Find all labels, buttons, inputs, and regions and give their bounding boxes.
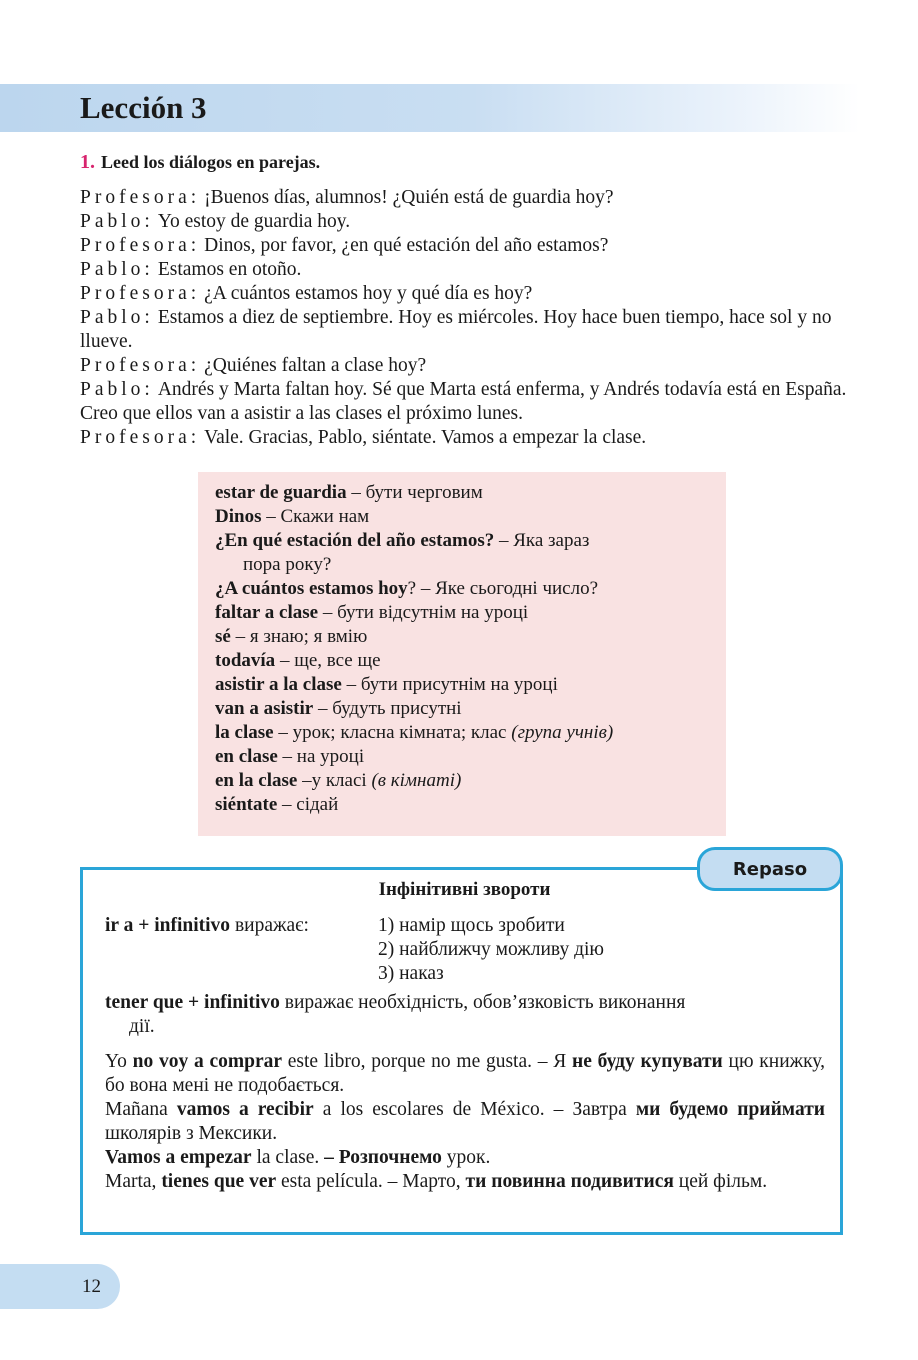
vocab-note: (в кімнаті) — [371, 770, 462, 791]
vocab-item — [215, 673, 726, 697]
dialog-text: Estamos a diez de septiembre. Hoy es miércoles. Hoy hace buen tiempo, hace sol y no llueve. — [80, 307, 832, 352]
example-text: a los escolares de México. – Завтра — [313, 1099, 636, 1120]
example-text: цю книжку, бо вона мені не подобається. — [105, 1051, 825, 1096]
vocab-item — [215, 481, 726, 505]
dialog-speaker: Profesora: — [80, 355, 201, 376]
rule-tener-que-cont: дії. — [129, 1016, 155, 1037]
vocab-translation: я знаю; я вмію — [249, 626, 368, 647]
vocab-separator: – — [297, 770, 312, 791]
dialog-line — [80, 234, 850, 258]
vocab-note: (група учнів) — [511, 722, 614, 743]
vocab-separator: – — [230, 626, 250, 647]
example-text: Mañana — [105, 1099, 177, 1120]
repaso-box — [80, 867, 843, 1235]
vocab-translation: Яке сьогодні число? — [435, 578, 599, 599]
vocab-item-continuation: пора року? — [243, 554, 332, 575]
dialog-text: Dinos, por favor, ¿en qué estación del año estamos? — [204, 235, 609, 256]
vocab-term: estar de guardia — [215, 482, 347, 503]
dialog-line — [80, 426, 850, 450]
example-text: школярів з Мексики. — [105, 1123, 278, 1144]
rule-ir-a-options — [378, 914, 604, 986]
example-text: Marta, — [105, 1171, 162, 1192]
dialog-speaker: Profesora: — [80, 283, 201, 304]
rule-tener-que — [105, 991, 825, 1039]
vocab-separator: – — [313, 698, 333, 719]
example-highlight: ти повинна подивитися — [465, 1171, 674, 1192]
dialog-text: Yo estoy de guardia hoy. — [157, 211, 351, 232]
vocab-translation: урок; класна кімната; клас — [292, 722, 507, 743]
vocab-separator: ? – — [407, 578, 436, 599]
page-number-tab — [0, 1264, 120, 1309]
vocab-separator: – — [275, 650, 295, 671]
example-text: la clase. — [251, 1147, 325, 1168]
vocab-item — [215, 793, 726, 817]
dialog-line — [80, 354, 850, 378]
vocab-translation: бути відсутнім на уроці — [337, 602, 529, 623]
example-highlight: no voy a comprar — [132, 1051, 283, 1072]
vocab-separator: – — [318, 602, 338, 623]
examples — [105, 1050, 825, 1194]
vocab-separator: – — [346, 482, 366, 503]
vocab-item — [215, 505, 726, 529]
example-sentence — [105, 1146, 825, 1170]
example-highlight: ми будемо приймати — [635, 1099, 826, 1120]
dialog-speaker: Profesora: — [80, 427, 201, 448]
vocab-term: van a asistir — [215, 698, 314, 719]
vocab-term: todavía — [215, 650, 276, 671]
dialog-text: ¿A cuántos estamos hoy y qué día es hoy? — [204, 283, 533, 304]
task-number: 1. — [80, 151, 95, 173]
vocab-term: asistir a la clase — [215, 674, 342, 695]
example-sentence — [105, 1098, 825, 1146]
dialog-speaker: Profesora: — [80, 187, 201, 208]
vocab-item — [215, 601, 726, 625]
dialog-text: Andrés y Marta faltan hoy. Sé que Marta está enferma, y Andrés todavía está en España. Creo que ellos van a asistir a las clases el próximo lunes. — [80, 379, 847, 424]
example-highlight: vamos a recibir — [176, 1099, 314, 1120]
vocab-term: sé — [215, 626, 231, 647]
rule-tener-que-term: tener que + infinitivo — [105, 992, 280, 1013]
vocab-separator: – — [261, 506, 281, 527]
example-text: esta película. – Марто, — [276, 1171, 466, 1192]
vocab-separator: – — [273, 722, 293, 743]
dialog-speaker: Pablo: — [80, 379, 154, 400]
task-instruction — [80, 150, 320, 174]
vocab-item — [215, 529, 726, 553]
rule-tener-que-text: виражає необхідність, обов’язковість виконання — [279, 992, 686, 1013]
lesson-title: Lección 3 — [80, 90, 207, 125]
dialog-text: ¡Buenos días, alumnos! ¿Quién está de guardia hoy? — [204, 187, 614, 208]
dialog-text: Estamos en otoño. — [157, 259, 302, 280]
vocab-item — [215, 721, 726, 745]
rule-ir-a-verb: виражає: — [230, 915, 309, 936]
rule-ir-a-term: ir a + infinitivo — [105, 915, 231, 936]
vocab-translation: бути черговим — [365, 482, 483, 503]
vocab-term: en clase — [215, 746, 278, 767]
vocab-item — [215, 769, 726, 793]
vocab-term: Dinos — [215, 506, 262, 527]
example-text: урок. — [441, 1147, 491, 1168]
vocab-translation: Скажи нам — [280, 506, 370, 527]
rule-ir-a — [105, 914, 604, 984]
dialog-line — [80, 378, 850, 426]
vocab-term: en la clase — [215, 770, 298, 791]
example-sentence — [105, 1050, 825, 1098]
dialog — [80, 186, 850, 450]
vocab-term: faltar a clase — [215, 602, 319, 623]
vocab-item — [215, 577, 726, 601]
repaso-tab: Repaso — [697, 847, 843, 891]
vocabulary-box — [198, 472, 726, 836]
vocab-translation: сідай — [296, 794, 339, 815]
vocab-item — [215, 697, 726, 721]
example-highlight: – Розпочнемо — [324, 1147, 442, 1168]
vocab-term: ¿En qué estación del año estamos? — [215, 530, 495, 551]
example-highlight: Vamos a empezar — [105, 1147, 252, 1168]
dialog-line — [80, 258, 850, 282]
example-highlight: не буду купувати — [571, 1051, 723, 1072]
vocab-translation: бути присутнім на уроці — [360, 674, 558, 695]
dialog-speaker: Pablo: — [80, 211, 154, 232]
rule-ir-a-option: 2) найближчу можливу дію — [378, 939, 604, 960]
rule-ir-a-option: 3) наказ — [378, 963, 444, 984]
dialog-text: Vale. Gracias, Pablo, siéntate. Vamos a empezar la clase. — [204, 427, 647, 448]
task-text: Leed los diálogos en parejas. — [101, 152, 321, 172]
vocab-separator: – — [277, 746, 297, 767]
vocab-term: la clase — [215, 722, 274, 743]
dialog-line — [80, 210, 850, 234]
repaso-title: Інфінітивні звороти — [378, 879, 551, 900]
example-highlight: tienes que ver — [161, 1171, 277, 1192]
vocab-translation: на уроці — [296, 746, 365, 767]
vocab-translation: ще, все ще — [294, 650, 381, 671]
example-text: Yo — [105, 1051, 133, 1072]
vocab-separator: – — [494, 530, 514, 551]
vocab-separator: – — [277, 794, 297, 815]
vocab-translation: у класі — [311, 770, 367, 791]
vocab-translation: Яка зараз — [513, 530, 590, 551]
dialog-line — [80, 306, 850, 354]
example-sentence — [105, 1170, 825, 1194]
dialog-speaker: Pablo: — [80, 259, 154, 280]
example-text: цей фільм. — [673, 1171, 768, 1192]
vocab-separator: – — [341, 674, 361, 695]
vocab-item — [215, 649, 726, 673]
rule-ir-a-option: 1) намір щось зробити — [378, 915, 565, 936]
vocab-term: siéntate — [215, 794, 278, 815]
vocab-item — [215, 745, 726, 769]
dialog-speaker: Profesora: — [80, 235, 201, 256]
dialog-line — [80, 282, 850, 306]
vocab-term: ¿A cuántos estamos hoy — [215, 578, 408, 599]
vocab-item — [215, 625, 726, 649]
page-number: 12 — [82, 1276, 101, 1297]
dialog-line — [80, 186, 850, 210]
dialog-speaker: Pablo: — [80, 307, 154, 328]
dialog-text: ¿Quiénes faltan a clase hoy? — [204, 355, 427, 376]
vocab-translation: будуть присутні — [332, 698, 462, 719]
example-text: este libro, porque no me gusta. – Я — [282, 1051, 572, 1072]
